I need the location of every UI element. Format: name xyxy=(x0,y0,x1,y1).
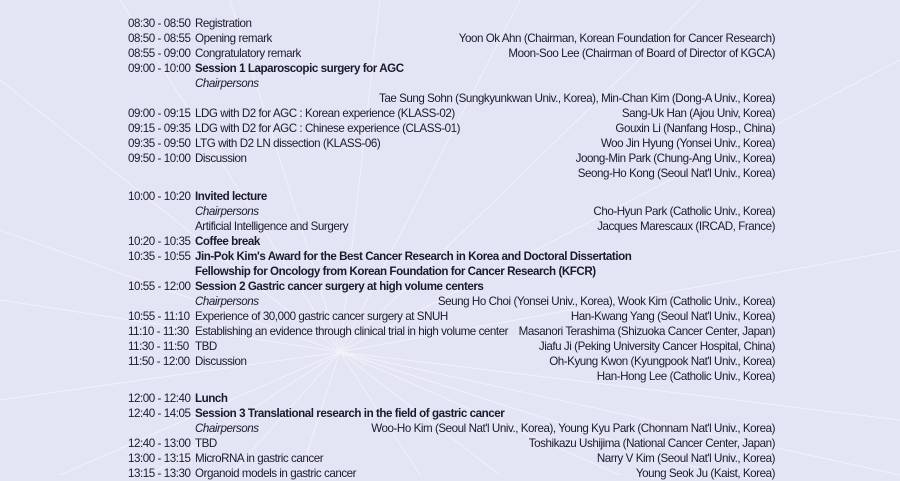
speaker-info: Seong-Ho Kong (Seoul Nat'l Univ., Korea) xyxy=(577,167,775,180)
time-slot: 09:35 - 09:50 xyxy=(128,137,191,150)
speaker-info: Cho-Hyun Park (Catholic Univ., Korea) xyxy=(593,204,775,218)
schedule-row xyxy=(0,264,900,279)
section-gap xyxy=(0,384,900,392)
speaker-info: Jiafu Ji (Peking University Cancer Hospital, China) xyxy=(538,339,775,353)
session-title: Opening remark xyxy=(195,32,272,45)
speaker-info: Han-Hong Lee (Catholic Univ., Korea) xyxy=(596,369,775,383)
session-title: Session 3 Translational research in the field of gastric cancer xyxy=(195,407,505,420)
session-title: Chairpersons xyxy=(195,77,259,90)
schedule-row xyxy=(0,151,900,166)
schedule-row xyxy=(0,436,900,451)
schedule-row xyxy=(0,106,900,121)
schedule-row xyxy=(0,46,900,61)
time-slot: 10:20 - 10:35 xyxy=(128,234,191,248)
session-title: Lunch xyxy=(195,392,228,405)
session-title: TBD xyxy=(195,437,217,450)
session-title: Artificial Intelligence and Surgery xyxy=(195,219,349,233)
time-slot: 11:10 - 11:30 xyxy=(128,324,189,338)
section-gap xyxy=(0,181,900,189)
speaker-info: Narry V Kim (Seoul Nat'l Univ., Korea) xyxy=(596,452,775,465)
schedule-row xyxy=(0,309,900,324)
schedule-row xyxy=(0,166,900,181)
session-title: Organoid models in gastric cancer xyxy=(195,467,357,480)
time-slot: 09:15 - 09:35 xyxy=(128,122,191,135)
session-title: Experience of 30,000 gastric cancer surgery at SNUH xyxy=(195,309,448,323)
schedule-row xyxy=(0,451,900,466)
speaker-info: Seung Ho Choi (Yonsei Univ., Korea), Wook Kim (Catholic Univ., Korea) xyxy=(437,294,775,308)
time-slot: 08:50 - 08:55 xyxy=(128,32,191,45)
session-title: Session 2 Gastric cancer surgery at high volume centers xyxy=(195,279,484,293)
schedule-row xyxy=(0,369,900,384)
time-slot: 10:55 - 11:10 xyxy=(128,309,190,323)
session-title: Fellowship for Oncology from Korean Foundation for Cancer Research (KFCR) xyxy=(195,264,596,278)
time-slot: 13:00 - 13:15 xyxy=(128,452,191,465)
time-slot: 10:35 - 10:55 xyxy=(128,249,191,263)
session-title: MicroRNA in gastric cancer xyxy=(195,452,324,465)
schedule-row xyxy=(0,421,900,436)
session-title: Discussion xyxy=(195,354,247,368)
speaker-info: Woo-Ho Kim (Seoul Nat'l Univ., Korea), Young Kyu Park (Chonnam Nat'l Univ., Korea) xyxy=(371,422,775,435)
schedule-row xyxy=(0,31,900,46)
session-title: LTG with D2 LN dissection (KLASS-06) xyxy=(195,137,381,150)
schedule-row xyxy=(0,234,900,249)
session-title: Registration xyxy=(195,17,252,30)
time-slot: 09:00 - 10:00 xyxy=(128,62,191,75)
speaker-info: Young Seok Ju (Kaist, Korea) xyxy=(635,467,775,480)
schedule-row xyxy=(0,61,900,76)
schedule-row xyxy=(0,91,900,106)
program-schedule xyxy=(0,16,900,481)
schedule-row xyxy=(0,339,900,354)
speaker-info: Han-Kwang Yang (Seoul Nat'l Univ., Korea) xyxy=(570,309,775,323)
schedule-row xyxy=(0,324,900,339)
session-title: Coffee break xyxy=(195,234,260,248)
speaker-info: Moon-Soo Lee (Chairman of Board of Director of KGCA) xyxy=(508,47,775,60)
time-slot: 08:30 - 08:50 xyxy=(128,17,191,30)
session-title: Establishing an evidence through clinical trial in high volume center xyxy=(195,324,509,338)
speaker-info: Oh-Kyung Kwon (Kyungpook Nat'l Univ., Korea) xyxy=(549,354,775,368)
time-slot: 10:00 - 10:20 xyxy=(128,189,191,203)
time-slot: 12:40 - 14:05 xyxy=(128,407,191,420)
schedule-row xyxy=(0,204,900,219)
speaker-info: Joong-Min Park (Chung-Ang Univ., Korea) xyxy=(575,152,775,165)
schedule-row xyxy=(0,189,900,204)
schedule-row xyxy=(0,16,900,31)
time-slot: 10:55 - 12:00 xyxy=(128,279,191,293)
time-slot: 09:50 - 10:00 xyxy=(128,152,191,165)
session-title: Session 1 Laparoscopic surgery for AGC xyxy=(195,62,404,75)
schedule-row xyxy=(0,466,900,481)
session-title: Chairpersons xyxy=(195,294,259,308)
speaker-info: Yoon Ok Ahn (Chairman, Korean Foundation for Cancer Research) xyxy=(458,32,775,45)
time-slot: 09:00 - 09:15 xyxy=(128,107,191,120)
session-title: Invited lecture xyxy=(195,189,267,203)
schedule-row xyxy=(0,406,900,421)
speaker-info: Gouxin Li (Nanfang Hosp., China) xyxy=(615,122,775,135)
time-slot: 12:40 - 13:00 xyxy=(128,437,191,450)
speaker-info: Masanori Terashima (Shizuoka Cancer Center, Japan) xyxy=(518,324,775,338)
schedule-row xyxy=(0,279,900,294)
time-slot: 11:30 - 11:50 xyxy=(128,339,189,353)
time-slot: 08:55 - 09:00 xyxy=(128,47,191,60)
session-title: Chairpersons xyxy=(195,422,259,435)
session-title: LDG with D2 for AGC : Korean experience (KLASS-02) xyxy=(195,107,455,120)
schedule-row xyxy=(0,219,900,234)
speaker-info: Woo Jin Hyung (Yonsei Univ., Korea) xyxy=(600,137,775,150)
schedule-row xyxy=(0,136,900,151)
time-slot: 12:00 - 12:40 xyxy=(128,392,191,405)
speaker-info: Sang-Uk Han (Ajou Univ, Korea) xyxy=(621,107,775,120)
session-title: Chairpersons xyxy=(195,204,259,218)
schedule-row xyxy=(0,391,900,406)
session-title: Congratulatory remark xyxy=(195,47,301,60)
session-title: TBD xyxy=(195,339,217,353)
schedule-row xyxy=(0,354,900,369)
speaker-info: Jacques Marescaux (IRCAD, France) xyxy=(597,219,775,233)
schedule-row xyxy=(0,121,900,136)
session-title: Discussion xyxy=(195,152,247,165)
speaker-info: Toshikazu Ushijima (National Cancer Center, Japan) xyxy=(528,437,775,450)
session-title: LDG with D2 for AGC : Chinese experience (CLASS-01) xyxy=(195,122,461,135)
time-slot: 11:50 - 12:00 xyxy=(128,354,190,368)
schedule-row xyxy=(0,249,900,264)
session-title: Jin-Pok Kim's Award for the Best Cancer Research in Korea and Doctoral Dissertation xyxy=(195,249,632,263)
schedule-row xyxy=(0,76,900,91)
speaker-info: Tae Sung Sohn (Sungkyunkwan Univ., Korea), Min-Chan Kim (Dong-A Univ., Korea) xyxy=(378,92,775,105)
time-slot: 13:15 - 13:30 xyxy=(128,467,191,480)
schedule-row xyxy=(0,294,900,309)
